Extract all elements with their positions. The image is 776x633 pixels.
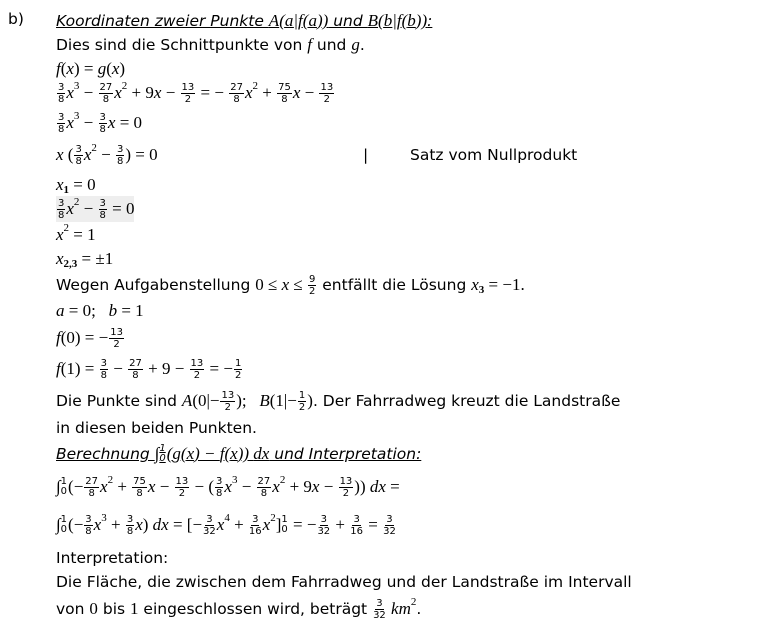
superscript: 3 [73,80,80,92]
fraction [383,514,396,537]
math-text: ( [63,145,74,164]
text: : [427,12,433,30]
fraction-part: 8 [85,525,92,537]
math-text: = 0 [107,199,135,218]
fraction-part: 8 [100,369,108,381]
math-line [56,512,397,538]
fraction-part: 3 [58,197,65,209]
fraction-part: 3 [58,81,65,93]
math-line [56,56,125,82]
math-variable: x [111,59,120,78]
math-text: )) [354,477,370,496]
math-text: ≤ [289,275,307,294]
math-text: ) [119,59,126,78]
fraction [339,476,354,499]
superscript: 3 [73,110,80,122]
text: und Interpretation: [269,445,422,463]
math-line [56,110,142,136]
fraction [277,82,292,105]
math-variable: f [56,359,61,378]
fraction [181,82,196,105]
fraction-part: 27 [129,357,142,369]
math-line [56,569,632,595]
fraction-part: 8 [216,487,223,499]
math-text: − [237,477,256,496]
math-text: + [257,83,277,102]
math-variable: x [272,477,280,496]
math-text: + [229,515,248,534]
fraction [319,82,334,105]
limit: 0 [60,524,68,535]
math-variable: x [66,199,74,218]
fraction-part: 2 [224,401,232,413]
math-text: ( [401,11,408,30]
fraction [74,144,82,167]
fraction-part: 1 [298,389,306,401]
math-line [56,388,620,414]
fraction-part: 2 [298,401,306,413]
text: . Der Fahrradweg kreuzt die Landstraße [312,392,621,410]
fraction [215,476,223,499]
superscript: 2 [73,196,80,208]
fraction-part: 13 [181,81,195,93]
fraction-part: 8 [116,155,124,167]
math-text: = − [205,359,233,378]
math-variable: x [244,83,253,102]
math-variable: x [66,83,74,102]
fraction-part: 3 [99,111,106,123]
subscript: 1 [63,184,70,196]
fraction-part: 1 [234,357,242,369]
limit: 0 [60,486,68,497]
math-text: ) − [194,444,220,463]
fraction-part: 2 [323,93,330,105]
fraction [128,358,143,381]
math-variable: b [108,301,118,320]
text: eingeschlossen wird, beträgt [138,600,373,618]
math-line [56,172,96,198]
math-line [56,298,144,324]
math-text: = −1. [484,275,525,294]
section-heading [56,8,432,34]
math-text: − [79,113,98,132]
fraction-part: 27 [85,475,99,487]
math-text: ) [307,391,313,410]
text: Wegen Aufgabenstellung [56,276,256,294]
math-line [56,356,243,382]
separator-bar: | [363,146,369,164]
fraction-part: 3 [320,513,327,525]
math-variable: x [66,59,74,78]
text: und [311,36,352,54]
superscript: 2 [107,474,114,486]
fraction-part: 9 [308,273,316,285]
text: Die Punkte sind [56,392,182,410]
fraction-part: 32 [383,525,396,537]
math-text: = − [288,515,317,534]
math-variable: x [66,113,74,132]
math-line [56,272,525,298]
math-text: + [113,477,132,496]
fraction-part: 13 [190,357,204,369]
math-variable: x [471,275,479,294]
fraction-part: 13 [339,475,353,487]
math-text: ( [166,444,173,463]
fraction-part: 32 [373,609,386,621]
math-text: ( [106,59,112,78]
fraction [317,514,330,537]
math-variable: dx [253,444,270,463]
limit: 1 [60,514,68,525]
text: entfällt die Lösung [317,276,472,294]
text: Die Fläche, die zwischen dem Fahrradweg und der Landstraße im Intervall [56,573,632,591]
math-variable: a [308,11,317,30]
math-line [56,32,365,58]
limit: 1 [60,476,68,487]
fraction-part: 8 [132,369,139,381]
math-text: = [385,477,400,496]
fraction-part: 27 [257,475,271,487]
fraction [99,82,114,105]
math-variable: f [219,444,225,463]
integral-limits [281,515,287,535]
superscript: 2 [279,474,286,486]
math-text: ∫ [56,515,61,534]
math-text: ] [275,515,282,534]
math-variable: x [135,515,143,534]
math-variable: A [268,11,280,30]
fraction [57,82,65,105]
math-text: = 1 [117,301,144,320]
fraction-part: 32 [203,525,216,537]
fraction-part: 2 [342,487,350,499]
fraction-part: 27 [99,81,113,93]
math-variable: x [100,477,108,496]
math-variable: f [56,328,61,347]
fraction-part: 3 [75,143,82,155]
math-variable: x [281,275,290,294]
math-variable: a [284,11,294,30]
math-variable: x [230,444,238,463]
fraction-part: 2 [234,369,242,381]
math-variable: dx [152,515,169,534]
text: von [56,600,90,618]
math-text: = 0 [69,175,96,194]
fraction-part: 3 [353,513,360,525]
math-text: ) = 0 [125,145,158,164]
fraction-part: 75 [278,81,291,93]
math-text: 0 ≤ [255,275,282,294]
math-variable: B [259,391,270,410]
fraction-part: 3 [99,197,106,209]
math-text: ( [279,11,285,30]
math-variable: x [216,515,225,534]
fraction-part: 27 [230,81,243,93]
math-variable: f [56,59,61,78]
math-variable: f [298,11,303,30]
math-line [56,80,335,106]
superscript: 3 [101,512,107,524]
integral-limits [61,515,67,535]
limit: 1 [159,443,166,454]
math-text: + [331,515,350,534]
fraction-part: 32 [317,525,331,537]
math-line [56,415,257,441]
math-text: − [161,83,180,102]
limit: 1 [281,514,288,525]
fraction-part: 8 [260,487,268,499]
math-variable: x [224,477,232,496]
fraction-part: 3 [85,513,92,525]
text: Berechnung [56,445,155,463]
math-text: + [106,515,125,534]
text: in diesen beiden Punkten. [56,419,257,437]
math-line [56,545,168,571]
fraction [190,358,205,381]
limit: 0 [159,453,166,464]
subscript: 3 [478,284,485,296]
fraction [298,390,306,413]
math-variable: x [83,145,92,164]
fraction-part: 8 [58,93,65,105]
superscript: 2 [410,596,417,608]
fraction [350,514,363,537]
fraction-part: 3 [58,111,65,123]
fraction [229,82,244,105]
math-text: − [96,145,115,164]
text: und [328,12,368,30]
math-variable: x [147,477,156,496]
math-variable: x [153,83,162,102]
fraction [257,476,272,499]
math-text: − [300,83,319,102]
math-line [56,142,158,168]
math-line [56,246,113,272]
fraction-part: 3 [126,513,134,525]
fraction-part: 8 [233,93,240,105]
math-variable: g [97,59,107,78]
math-text: − [79,83,98,102]
math-text: )) [316,11,329,30]
math-text: = [− [168,515,203,534]
math-text: = [364,515,383,534]
fraction-part: 3 [252,513,259,525]
superscript: 2 [252,80,258,92]
math-text: − [109,359,128,378]
math-variable: B [367,11,379,30]
math-text: ( [378,11,384,30]
fraction [99,198,107,221]
fraction-part: 13 [320,81,334,93]
fraction [100,358,108,381]
math-text: ( [60,59,67,78]
math-text: (1|− [269,391,297,410]
math-text: (0) = − [60,328,109,347]
fraction-part: 8 [99,123,106,135]
fraction [126,514,134,537]
fraction-part: 8 [58,123,65,135]
superscript: 2 [91,142,97,154]
fraction-part: 16 [248,525,262,537]
fraction [308,274,316,297]
fraction-part: 2 [184,93,192,105]
part-label: b) [8,10,24,28]
text: . [359,36,365,54]
math-text: )) [415,11,428,30]
fraction-part: 2 [193,369,201,381]
text: Koordinaten zweier Punkte [56,12,269,30]
math-text: = − [196,83,229,102]
fraction-part: 2 [113,338,120,350]
math-text: ) = [73,59,98,78]
math-variable: x [311,477,320,496]
math-text: − ( [190,477,215,496]
math-variable: x [292,83,301,102]
math-text: + 9 − [143,359,189,378]
section-heading [56,441,421,467]
text: . [416,600,422,618]
math-variable: x [56,249,64,268]
fraction [99,112,107,135]
math-text: − [319,477,338,496]
math-line [56,325,125,351]
fraction-part: 8 [102,93,110,105]
superscript: 3 [231,474,238,486]
fraction-part: 16 [350,525,363,537]
math-variable: x [107,113,116,132]
math-text: ( [302,11,309,30]
fraction [373,598,386,621]
math-variable: b [407,11,416,30]
math-text: = 0 [115,113,143,132]
math-variable: x [56,225,64,244]
text: Dies sind die Schnittpunkte von [56,36,308,54]
fraction [84,514,92,537]
math-text: = 1 [69,225,96,244]
fraction [57,112,65,135]
math-text: (0|− [192,391,220,410]
fraction-part: 3 [116,143,124,155]
math-variable: f [396,11,402,30]
fraction-part: 3 [206,513,213,525]
math-line [56,474,400,500]
fraction [234,358,242,381]
math-line [56,222,96,248]
math-text: ( [180,444,187,463]
fraction-part: 3 [100,357,108,369]
fraction [175,476,190,499]
math-variable: x [93,515,102,534]
limit: 0 [281,524,288,535]
math-text: (− [68,515,84,534]
fraction-part: 8 [126,525,134,537]
fraction-part: 8 [281,93,288,105]
math-variable: a [56,301,65,320]
math-text: (− [68,477,84,496]
text: Interpretation: [56,549,169,567]
fraction [116,144,124,167]
math-text: | [392,11,397,30]
integral-limits [159,444,165,464]
math-text: | [293,11,299,30]
math-text: )) [237,444,254,463]
math-variable: A [181,391,193,410]
math-variable: g [172,444,181,463]
fraction-part: 3 [216,475,223,487]
superscript: 2 [63,222,70,234]
fraction-part: 13 [221,389,235,401]
fraction-part: 2 [308,285,316,297]
math-variable: g [351,35,360,54]
math-text: + 9 [127,83,154,102]
fraction-part: 8 [99,209,106,221]
superscript: 2 [270,512,276,524]
math-variable: x [262,515,271,534]
math-line [56,596,421,622]
math-variable: dx [369,477,386,496]
fraction-part: 3 [386,513,393,525]
math-variable: x [56,175,64,194]
fraction [203,514,216,537]
fraction-part: 13 [110,326,123,338]
fraction-part: 8 [88,487,95,499]
fraction-part: 8 [136,487,143,499]
math-text: ∫ [154,444,160,463]
math-variable: b [383,11,393,30]
math-text: ); [236,391,260,410]
math-text: 1 [130,599,139,618]
fraction [84,476,99,499]
fraction [109,327,124,350]
fraction-part: 8 [58,209,65,221]
math-text: = 0; [64,301,109,320]
math-text: ∫ [56,477,61,496]
math-variable: km [386,599,411,618]
fraction [132,476,147,499]
fraction-part: 2 [178,487,186,499]
math-variable: x [114,83,122,102]
fraction-part: 13 [175,475,189,487]
superscript: 4 [224,512,230,524]
fraction-part: 8 [75,155,82,167]
math-text: ( [224,444,231,463]
math-text: ) [142,515,153,534]
math-variable: x [186,444,195,463]
math-line [56,196,134,222]
math-text: 0 [89,599,98,618]
math-text: + 9 [285,477,312,496]
integral-limits [61,477,67,497]
math-variable: f [307,35,312,54]
fraction [57,198,65,221]
math-text: = ±1 [77,249,114,268]
math-text: (1) = [60,359,99,378]
math-variable: x [56,145,64,164]
subscript: 2,3 [63,258,78,270]
fraction [249,514,262,537]
math-text: − [79,199,98,218]
text: bis [97,600,130,618]
fraction [220,390,235,413]
superscript: 2 [121,80,128,92]
math-text: − [155,477,174,496]
fraction-part: 3 [376,597,383,609]
fraction-part: 75 [133,475,146,487]
nullprodukt-note: Satz vom Nullprodukt [410,146,578,164]
